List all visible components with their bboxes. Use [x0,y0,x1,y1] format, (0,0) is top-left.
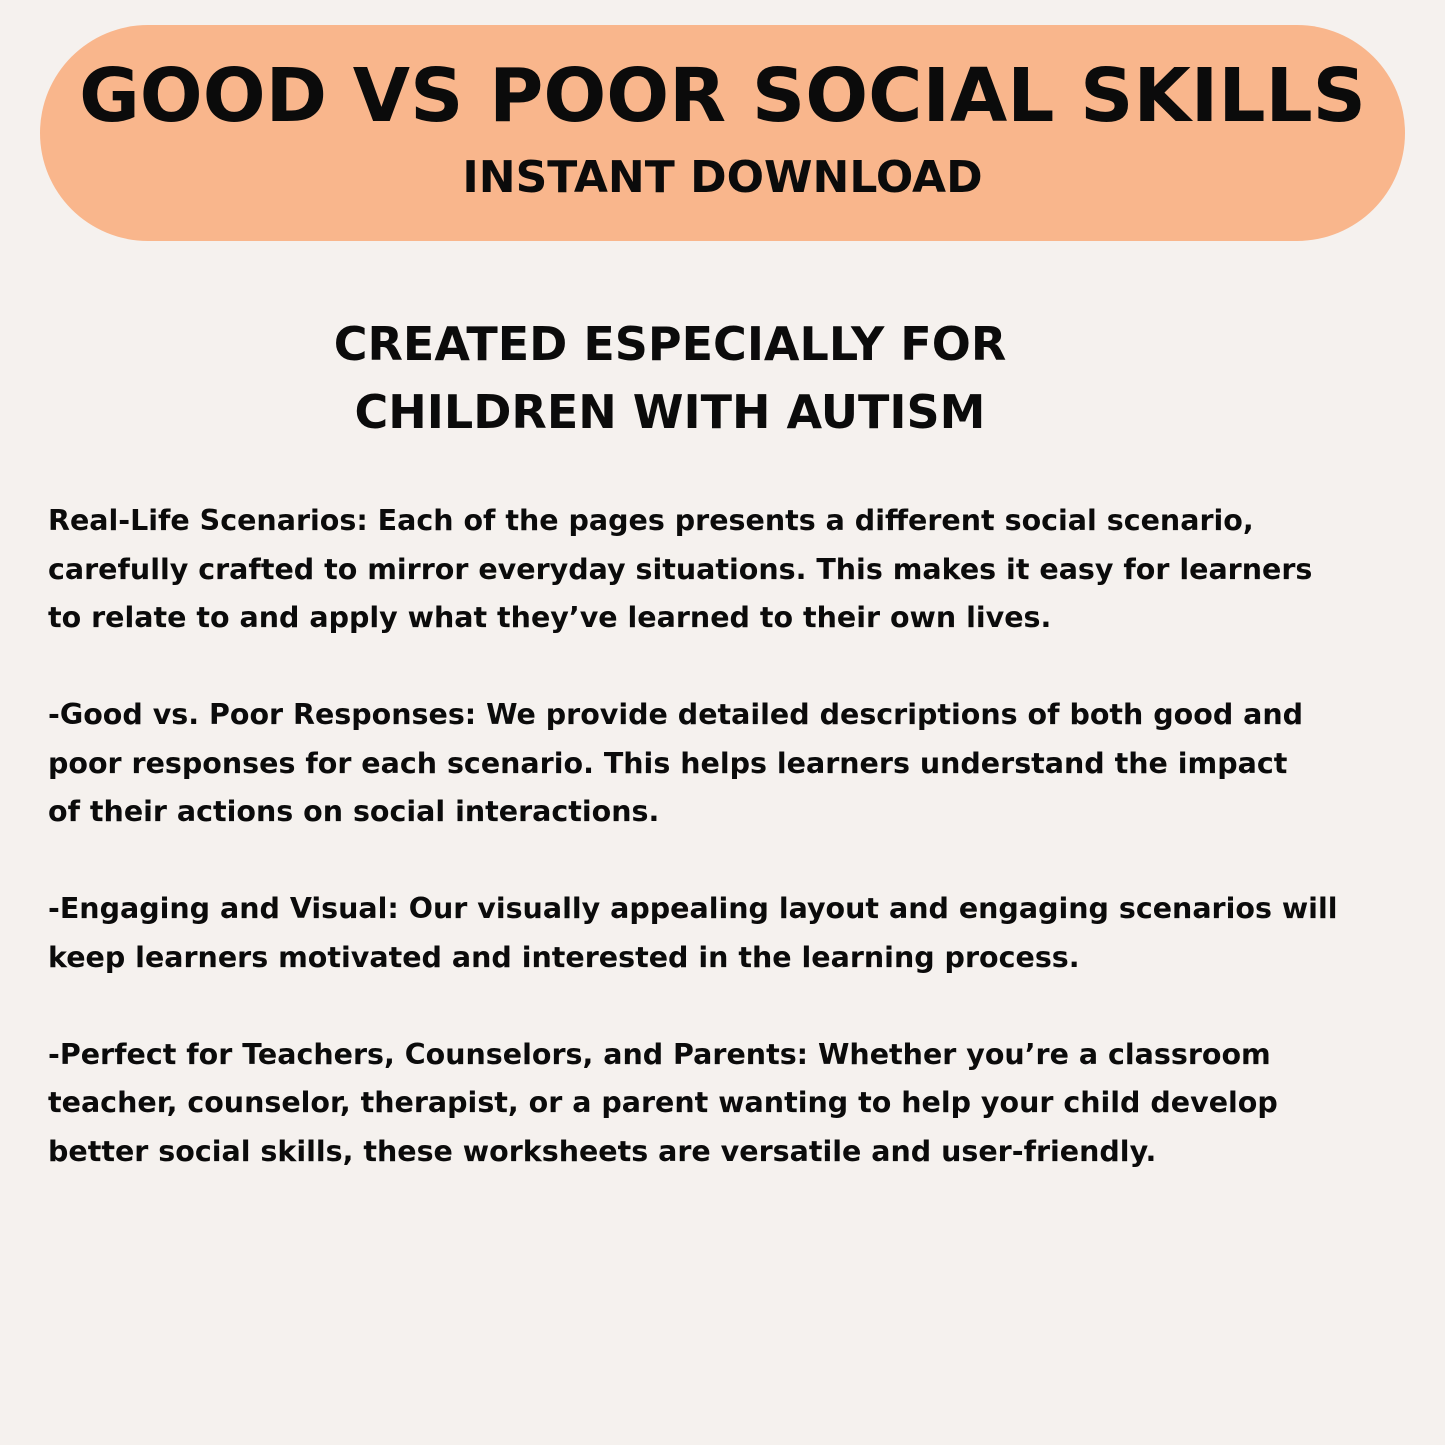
paragraph-line: poor responses for each scenario. This helps learners understand the impact [48,746,1288,780]
paragraph-line: -Engaging and Visual: Our visually appealing layout and engaging scenarios will [48,892,1338,925]
page-title: GOOD VS POOR SOCIAL SKILLS [79,53,1366,139]
paragraph-line: to relate to and apply what they’ve learned to their own lives. [48,601,1052,634]
paragraph-line: Real-Life Scenarios: Each of the pages presents a different social scenario, [48,504,1254,537]
paragraph-line: -Perfect for Teachers, Counselors, and Parents: Whether you’re a classroom [48,1037,1271,1071]
paragraph-real-life-scenarios [48,497,1408,643]
audience-heading [300,310,1040,446]
paragraph-line: better social skills, these worksheets are versatile and user-friendly. [48,1134,1157,1168]
paragraph-line: -Good vs. Poor Responses: We provide detailed descriptions of both good and [48,698,1304,731]
paragraph-good-vs-poor [48,691,1408,837]
description-body [48,497,1408,1225]
paragraph-perfect-for [48,1031,1408,1177]
page-subtitle: INSTANT DOWNLOAD [462,152,983,203]
audience-line: CHILDREN WITH AUTISM [354,385,986,439]
paragraph-line: carefully crafted to mirror everyday situations. This makes it easy for learners [48,552,1313,586]
paragraph-engaging-visual [48,885,1408,982]
paragraph-line: keep learners motivated and interested in the learning process. [48,940,1080,974]
paragraph-line: of their actions on social interactions. [48,795,660,828]
paragraph-line: teacher, counselor, therapist, or a parent wanting to help your child develop [48,1086,1278,1119]
audience-line: CREATED ESPECIALLY FOR [333,317,1007,371]
